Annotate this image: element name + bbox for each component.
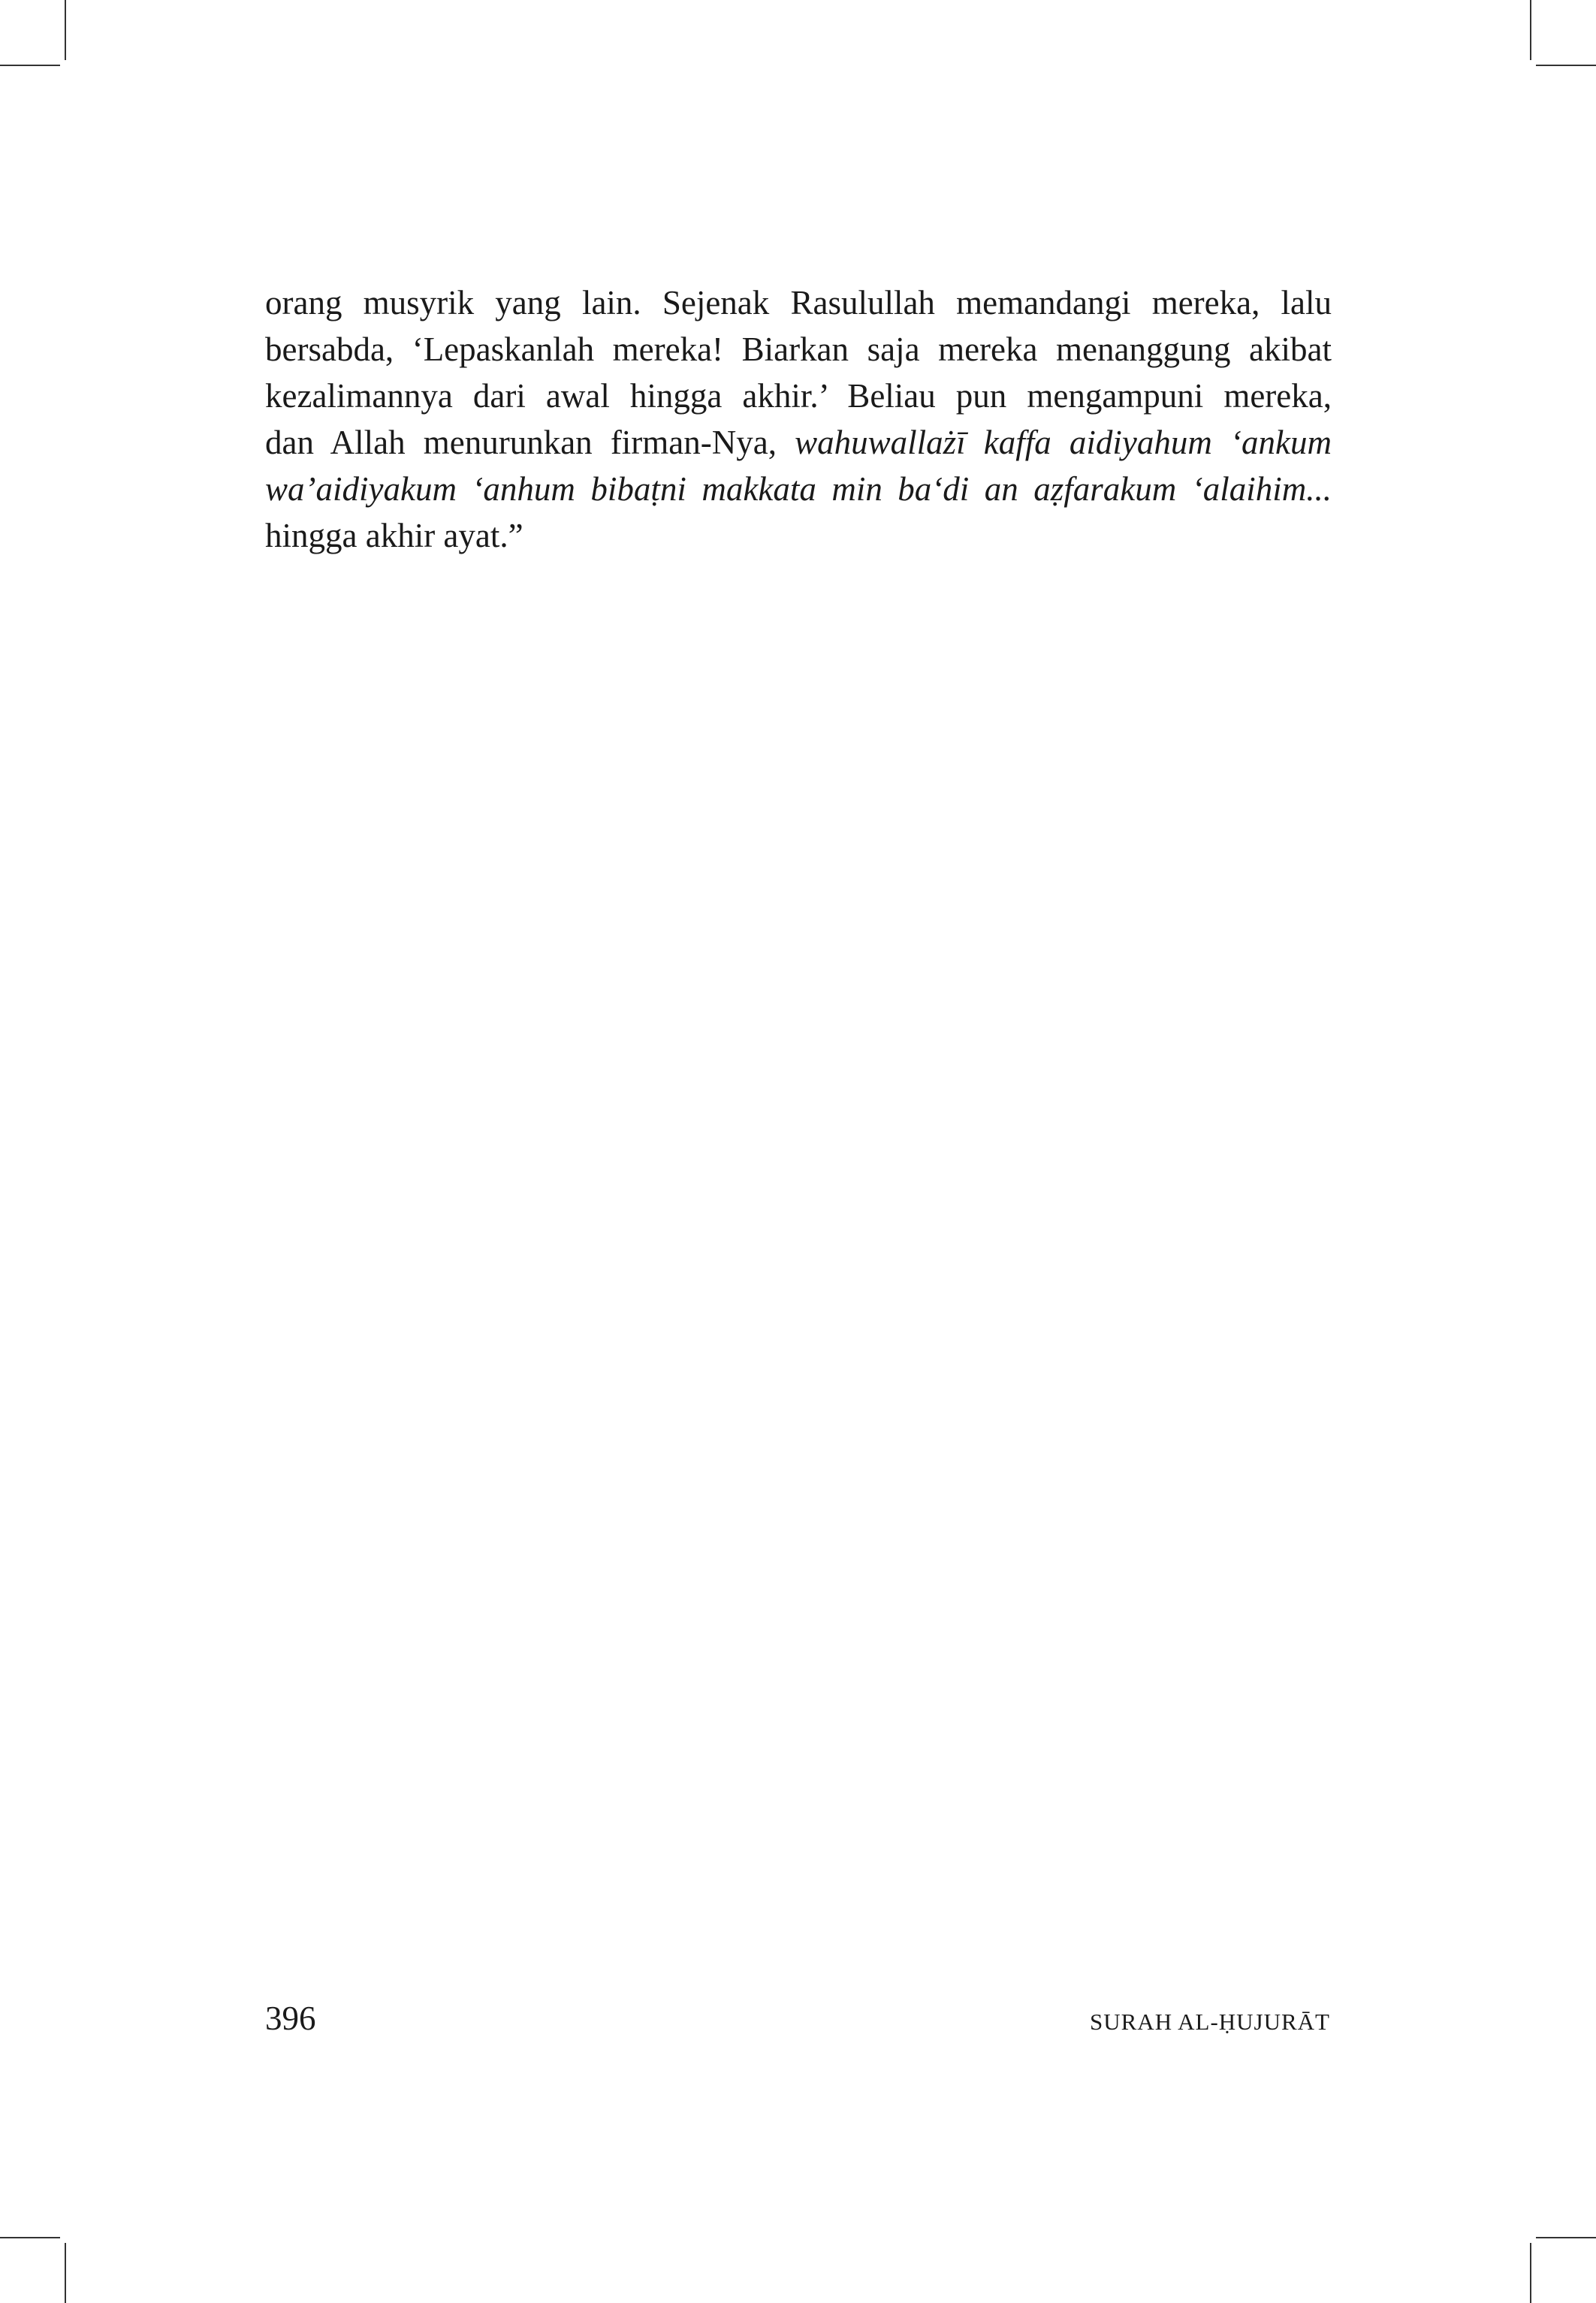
crop-mark-top-right-horizontal — [1536, 65, 1596, 66]
running-footer-title: SURAH AL-ḤUJURĀT — [1090, 2009, 1330, 2035]
body-line-2: bersabda, ‘Lepaskanlah mereka! Biarkan saja mereka menanggung akibat — [265, 331, 1332, 368]
body-line-4-plain: dan Allah menurunkan firman-Nya, — [265, 424, 795, 461]
crop-mark-bottom-right-horizontal — [1536, 2237, 1596, 2238]
crop-mark-bottom-right-vertical — [1530, 2243, 1531, 2303]
crop-mark-bottom-left-horizontal — [0, 2237, 60, 2238]
body-line-3: kezalimannya dari awal hingga akhir.’ Beliau pun mengampuni mereka, — [265, 377, 1332, 415]
body-line-4-transliteration: wahuwallażī kaffa aidiyahum ‘ankum — [795, 424, 1332, 461]
body-line-4 — [265, 419, 1332, 466]
crop-mark-top-left-vertical — [65, 0, 66, 60]
body-line-1: orang musyrik yang lain. Sejenak Rasulullah memandangi mereka, lalu — [265, 284, 1332, 321]
body-line-6: hingga akhir ayat.” — [265, 517, 523, 554]
body-paragraph — [265, 279, 1332, 559]
crop-mark-top-left-horizontal — [0, 65, 60, 66]
page-number: 396 — [265, 2000, 316, 2037]
body-line-5-transliteration: wa’aidiyakum ‘anhum bibaṭni makkata min ba‘di an aẓfarakum ‘alaihim... — [265, 470, 1332, 508]
crop-mark-bottom-left-vertical — [65, 2243, 66, 2303]
crop-mark-top-right-vertical — [1530, 0, 1531, 60]
